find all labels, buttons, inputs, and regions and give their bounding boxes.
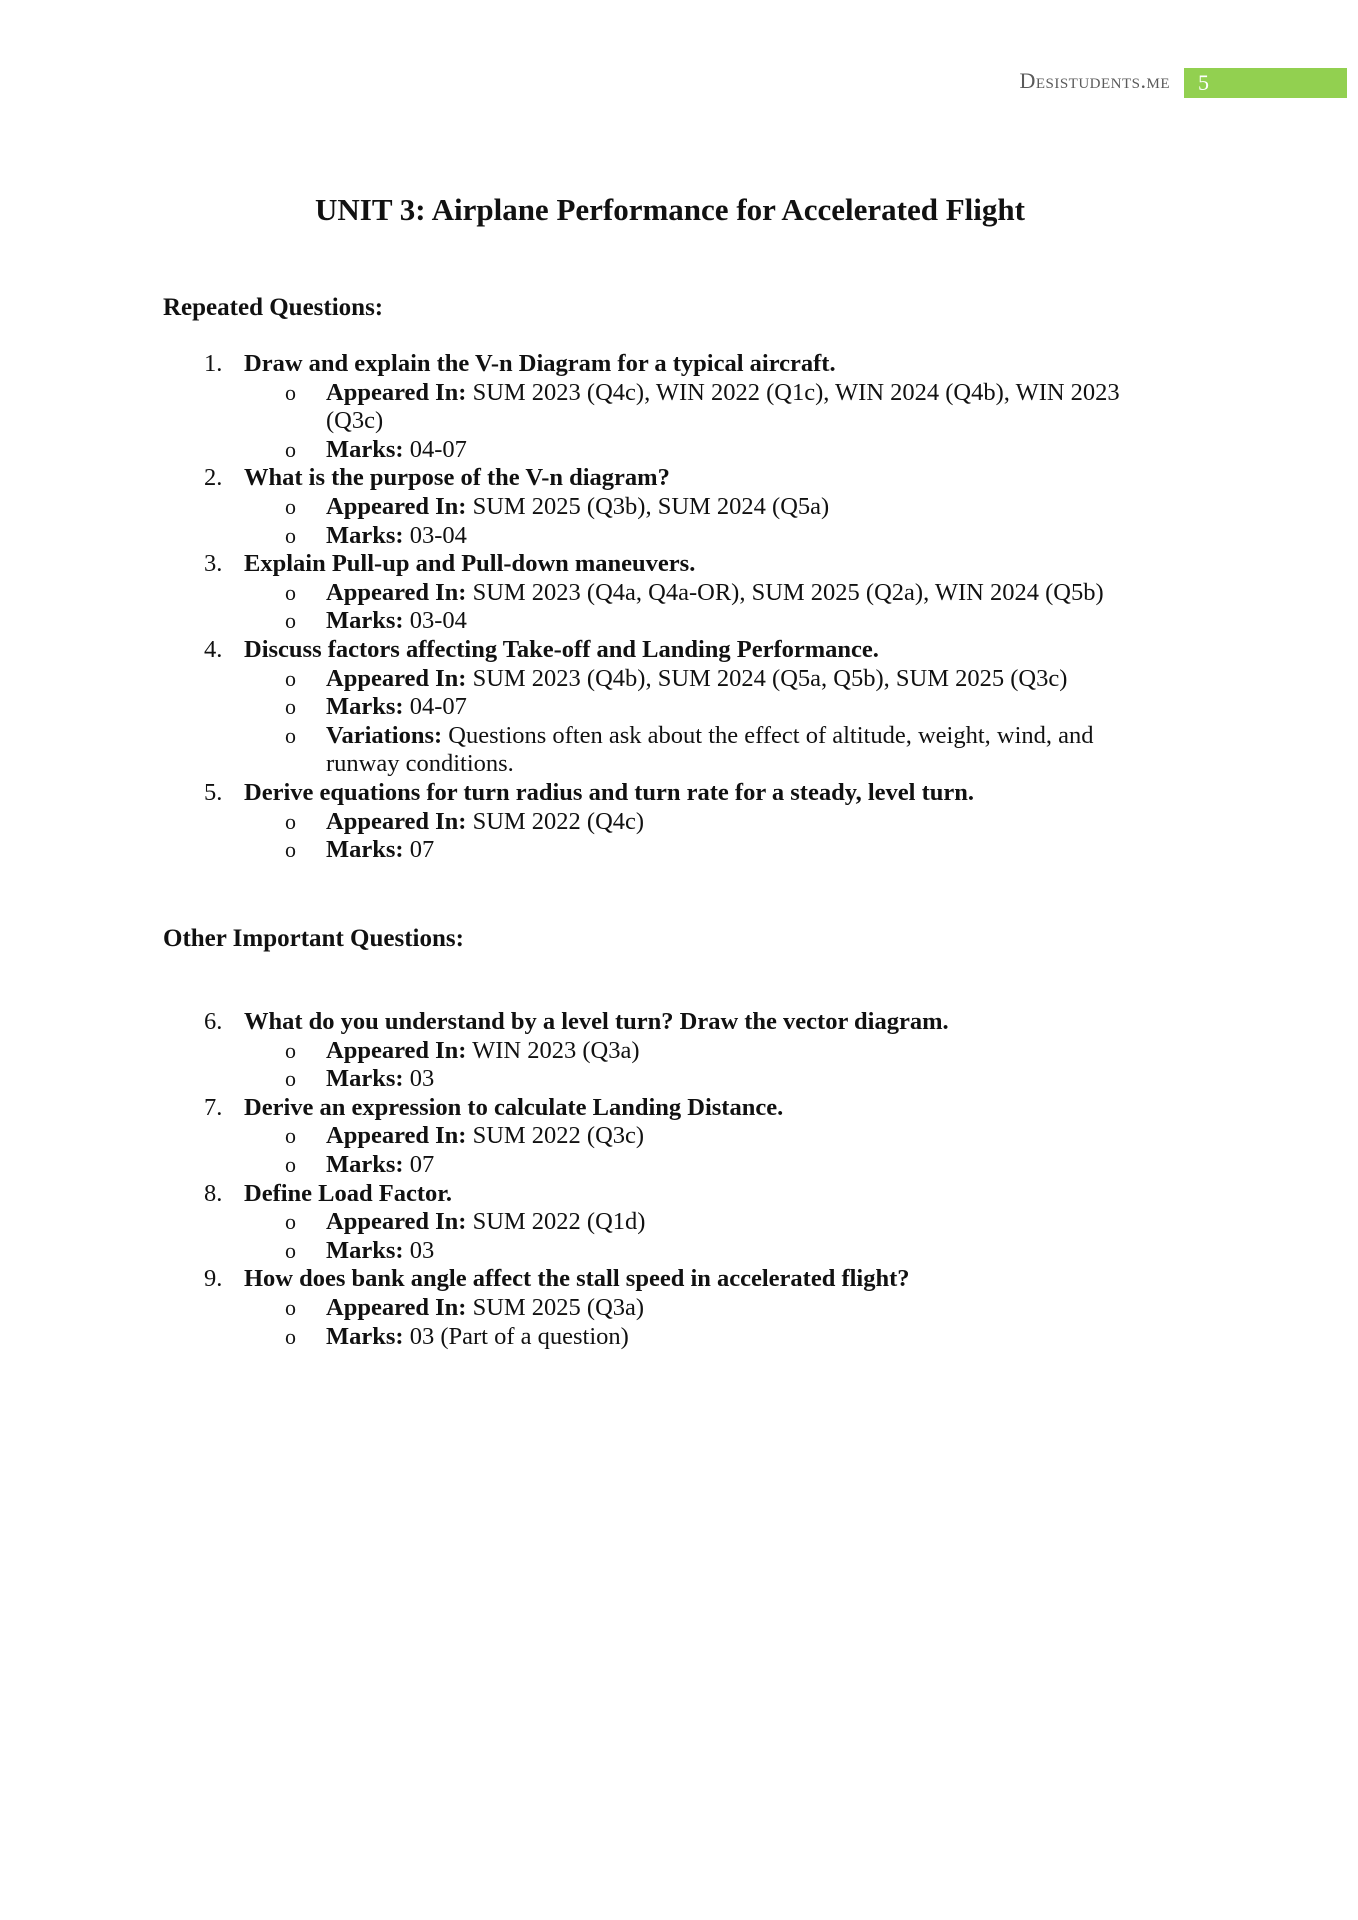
bullet-icon: o <box>285 1209 296 1235</box>
question-text: How does bank angle affect the stall speed in accelerated flight? <box>244 1265 910 1293</box>
detail-marks <box>0 1237 1146 1266</box>
question-item <box>0 636 1200 779</box>
question-number: 5. <box>204 778 223 806</box>
detail-value: 03-04 <box>409 607 467 635</box>
detail-marks <box>0 836 1146 865</box>
question-number: 1. <box>204 350 223 377</box>
detail-appeared <box>0 808 1146 837</box>
question-text: Derive equations for turn radius and turn rate for a steady, level turn. <box>244 778 974 806</box>
detail-label: Appeared In: <box>326 1036 467 1064</box>
detail-value: SUM 2023 (Q4c), WIN 2022 (Q1c), WIN 2024 (Q4b), WIN 2023 (Q3c) <box>326 378 1120 435</box>
question-number: 7. <box>204 1093 223 1121</box>
question-number: 6. <box>204 1008 223 1035</box>
bullet-icon: o <box>285 1151 296 1177</box>
detail-label: Marks: <box>326 1065 404 1093</box>
detail-appeared <box>0 1122 1146 1151</box>
detail-label: Appeared In: <box>326 664 467 692</box>
detail-label: Appeared In: <box>326 578 467 606</box>
bullet-icon: o <box>285 1066 296 1092</box>
bullet-icon: o <box>285 837 296 863</box>
detail-value: 03 (Part of a question) <box>409 1322 629 1350</box>
question-item <box>0 1008 1200 1094</box>
question-text: Explain Pull-up and Pull-down maneuvers. <box>244 550 696 578</box>
detail-value: SUM 2023 (Q4b), SUM 2024 (Q5a, Q5b), SUM 2025 (Q3c) <box>472 664 1068 692</box>
page-title: UNIT 3: Airplane Performance for Accelerated Flight <box>315 192 1025 227</box>
detail-value: 07 <box>409 1150 435 1178</box>
detail-label: Appeared In: <box>326 378 467 406</box>
bullet-icon: o <box>285 579 296 605</box>
section-heading-other: Other Important Questions: <box>163 925 464 952</box>
detail-value: 03 <box>409 1236 435 1264</box>
bullet-icon: o <box>285 1037 296 1063</box>
bullet-icon: o <box>285 493 296 519</box>
detail-label: Marks: <box>326 435 404 463</box>
question-item <box>0 550 1200 636</box>
detail-label: Marks: <box>326 521 404 549</box>
detail-variations <box>0 722 1146 779</box>
detail-value: WIN 2023 (Q3a) <box>472 1036 640 1064</box>
bullet-icon: o <box>285 722 296 748</box>
detail-appeared <box>0 1294 1146 1323</box>
bullet-icon: o <box>285 379 296 405</box>
question-item <box>0 1265 1200 1351</box>
detail-appeared <box>0 665 1146 694</box>
detail-appeared <box>0 493 1146 522</box>
bullet-icon: o <box>285 1237 296 1263</box>
detail-marks <box>0 436 1146 465</box>
detail-label: Appeared In: <box>326 1208 467 1236</box>
section-heading-repeated: Repeated Questions: <box>163 294 384 321</box>
detail-value: SUM 2022 (Q3c) <box>472 1122 645 1150</box>
bullet-icon: o <box>285 808 296 834</box>
question-text: Derive an expression to calculate Landing Distance. <box>244 1093 784 1121</box>
detail-value: 04-07 <box>409 693 467 721</box>
question-text: What is the purpose of the V-n diagram? <box>244 464 670 492</box>
question-item <box>0 350 1200 464</box>
bullet-icon: o <box>285 608 296 634</box>
bullet-icon: o <box>285 1294 296 1320</box>
bullet-icon: o <box>285 1123 296 1149</box>
question-item <box>0 779 1200 865</box>
bullet-icon: o <box>285 522 296 548</box>
detail-appeared <box>0 1208 1146 1237</box>
question-number: 4. <box>204 635 223 663</box>
question-number: 8. <box>204 1179 223 1207</box>
question-item <box>0 464 1200 550</box>
detail-marks <box>0 693 1146 722</box>
detail-label: Appeared In: <box>326 807 467 835</box>
detail-value: SUM 2022 (Q1d) <box>472 1208 646 1236</box>
header-site-name: Desistudents.me <box>1019 68 1170 93</box>
detail-label: Appeared In: <box>326 1293 467 1321</box>
detail-label: Marks: <box>326 1322 404 1350</box>
bullet-icon: o <box>285 694 296 720</box>
detail-value: SUM 2022 (Q4c) <box>472 807 645 835</box>
question-number: 3. <box>204 550 223 578</box>
detail-marks <box>0 607 1146 636</box>
bullet-icon: o <box>285 665 296 691</box>
detail-label: Marks: <box>326 1150 404 1178</box>
question-item <box>0 1094 1200 1180</box>
question-number: 2. <box>204 464 223 492</box>
detail-label: Appeared In: <box>326 492 467 520</box>
detail-appeared <box>0 379 1146 436</box>
detail-value: 03-04 <box>409 521 467 549</box>
detail-marks <box>0 1323 1146 1352</box>
detail-value: SUM 2023 (Q4a, Q4a-OR), SUM 2025 (Q2a), WIN 2024 (Q5b) <box>472 578 1104 606</box>
detail-appeared <box>0 579 1146 608</box>
detail-marks <box>0 1151 1146 1180</box>
question-text: What do you understand by a level turn? Draw the vector diagram. <box>244 1008 949 1035</box>
detail-marks <box>0 1065 1146 1094</box>
detail-value: 03 <box>409 1065 435 1093</box>
detail-label: Appeared In: <box>326 1122 467 1150</box>
question-number: 9. <box>204 1265 223 1293</box>
detail-label: Marks: <box>326 693 404 721</box>
detail-appeared <box>0 1037 1146 1066</box>
detail-label: Marks: <box>326 836 404 864</box>
question-list-repeated <box>0 350 1200 865</box>
question-text: Define Load Factor. <box>244 1179 452 1207</box>
detail-value: SUM 2025 (Q3b), SUM 2024 (Q5a) <box>472 492 830 520</box>
question-list-other <box>0 1008 1200 1351</box>
detail-value: Questions often ask about the effect of altitude, weight, wind, and runway conditions. <box>326 721 1094 778</box>
question-item <box>0 1180 1200 1266</box>
question-text: Draw and explain the V-n Diagram for a typical aircraft. <box>244 350 836 377</box>
bullet-icon: o <box>285 436 296 462</box>
detail-value: 07 <box>409 836 435 864</box>
bullet-icon: o <box>285 1323 296 1349</box>
detail-marks <box>0 522 1146 551</box>
detail-value: 04-07 <box>409 435 467 463</box>
detail-label: Marks: <box>326 1236 404 1264</box>
detail-value: SUM 2025 (Q3a) <box>472 1293 645 1321</box>
detail-label: Variations: <box>326 721 443 749</box>
detail-label: Marks: <box>326 607 404 635</box>
question-text: Discuss factors affecting Take-off and Landing Performance. <box>244 635 879 663</box>
page-number-badge: 5 <box>1184 68 1347 98</box>
